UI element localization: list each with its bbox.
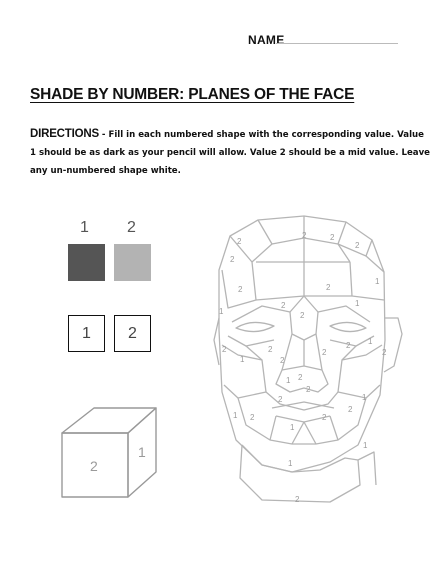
face-value-number: 1 <box>288 459 293 468</box>
face-value-number: 1 <box>233 411 238 420</box>
face-value-number: 2 <box>278 395 283 404</box>
face-value-number: 2 <box>281 301 286 310</box>
face-value-number: 2 <box>222 345 227 354</box>
planar-head-drawing <box>214 216 402 504</box>
right-ear <box>384 318 402 372</box>
name-label: NAME <box>248 33 285 47</box>
face-value-number: 2 <box>250 413 255 422</box>
face-value-number: 1 <box>375 277 380 286</box>
key-label-2: 2 <box>127 219 136 236</box>
face-value-number: 2 <box>330 233 335 242</box>
face-value-number: 2 <box>346 341 351 350</box>
face-value-number: 2 <box>348 405 353 414</box>
key-box-2: 2 <box>114 315 151 352</box>
face-value-number: 1 <box>368 337 373 346</box>
face-value-number: 2 <box>322 348 327 357</box>
face-value-number: 2 <box>237 237 242 246</box>
face-value-number: 1 <box>290 423 295 432</box>
face-value-number: 2 <box>230 255 235 264</box>
face-plane-line <box>292 422 316 444</box>
face-value-number: 1 <box>219 307 224 316</box>
cube-side-number: 1 <box>138 444 146 460</box>
cube-drawing <box>62 408 156 497</box>
face-value-number: 2 <box>280 356 285 365</box>
face-value-number: 2 <box>300 311 305 320</box>
neck-outline <box>240 445 360 502</box>
collar-line <box>242 445 358 472</box>
left-eye <box>236 322 274 331</box>
worksheet-title: SHADE BY NUMBER: PLANES OF THE FACE <box>30 86 355 103</box>
face-value-number: 2 <box>326 283 331 292</box>
directions-label: DIRECTIONS <box>30 128 99 140</box>
face-plane-line <box>270 416 276 440</box>
face-value-number: 2 <box>306 385 311 394</box>
directions-text: - Fill in each numbered shape with the corresponding value. Value 1 should be as dark as your pencil will allow. Value 2 should be a mid value. Leave any un-numbered shape white. <box>30 130 431 176</box>
cube-front-number: 2 <box>90 458 98 474</box>
face-value-number: 2 <box>295 495 300 504</box>
face-value-number: 2 <box>302 231 307 240</box>
left-ear <box>214 318 219 365</box>
face-value-number: 1 <box>355 299 360 308</box>
face-value-number: 1 <box>363 441 368 450</box>
face-plane-line <box>282 366 322 370</box>
face-value-number: 2 <box>298 373 303 382</box>
neck-back <box>358 452 376 485</box>
face-value-number: 2 <box>268 345 273 354</box>
face-plane-line <box>338 345 382 398</box>
face-value-number: 2 <box>355 241 360 250</box>
face-value-number: 2 <box>322 413 327 422</box>
right-eye <box>330 322 366 331</box>
face-value-number: 2 <box>382 348 387 357</box>
key-box-1: 1 <box>68 315 105 352</box>
face-value-number: 1 <box>286 376 291 385</box>
face-plane-line <box>222 345 266 398</box>
key-label-1: 1 <box>80 219 89 236</box>
face-plane-line <box>330 416 338 440</box>
face-value-number: 2 <box>238 285 243 294</box>
face-value-number: 1 <box>362 393 367 402</box>
face-value-number: 1 <box>240 355 245 364</box>
